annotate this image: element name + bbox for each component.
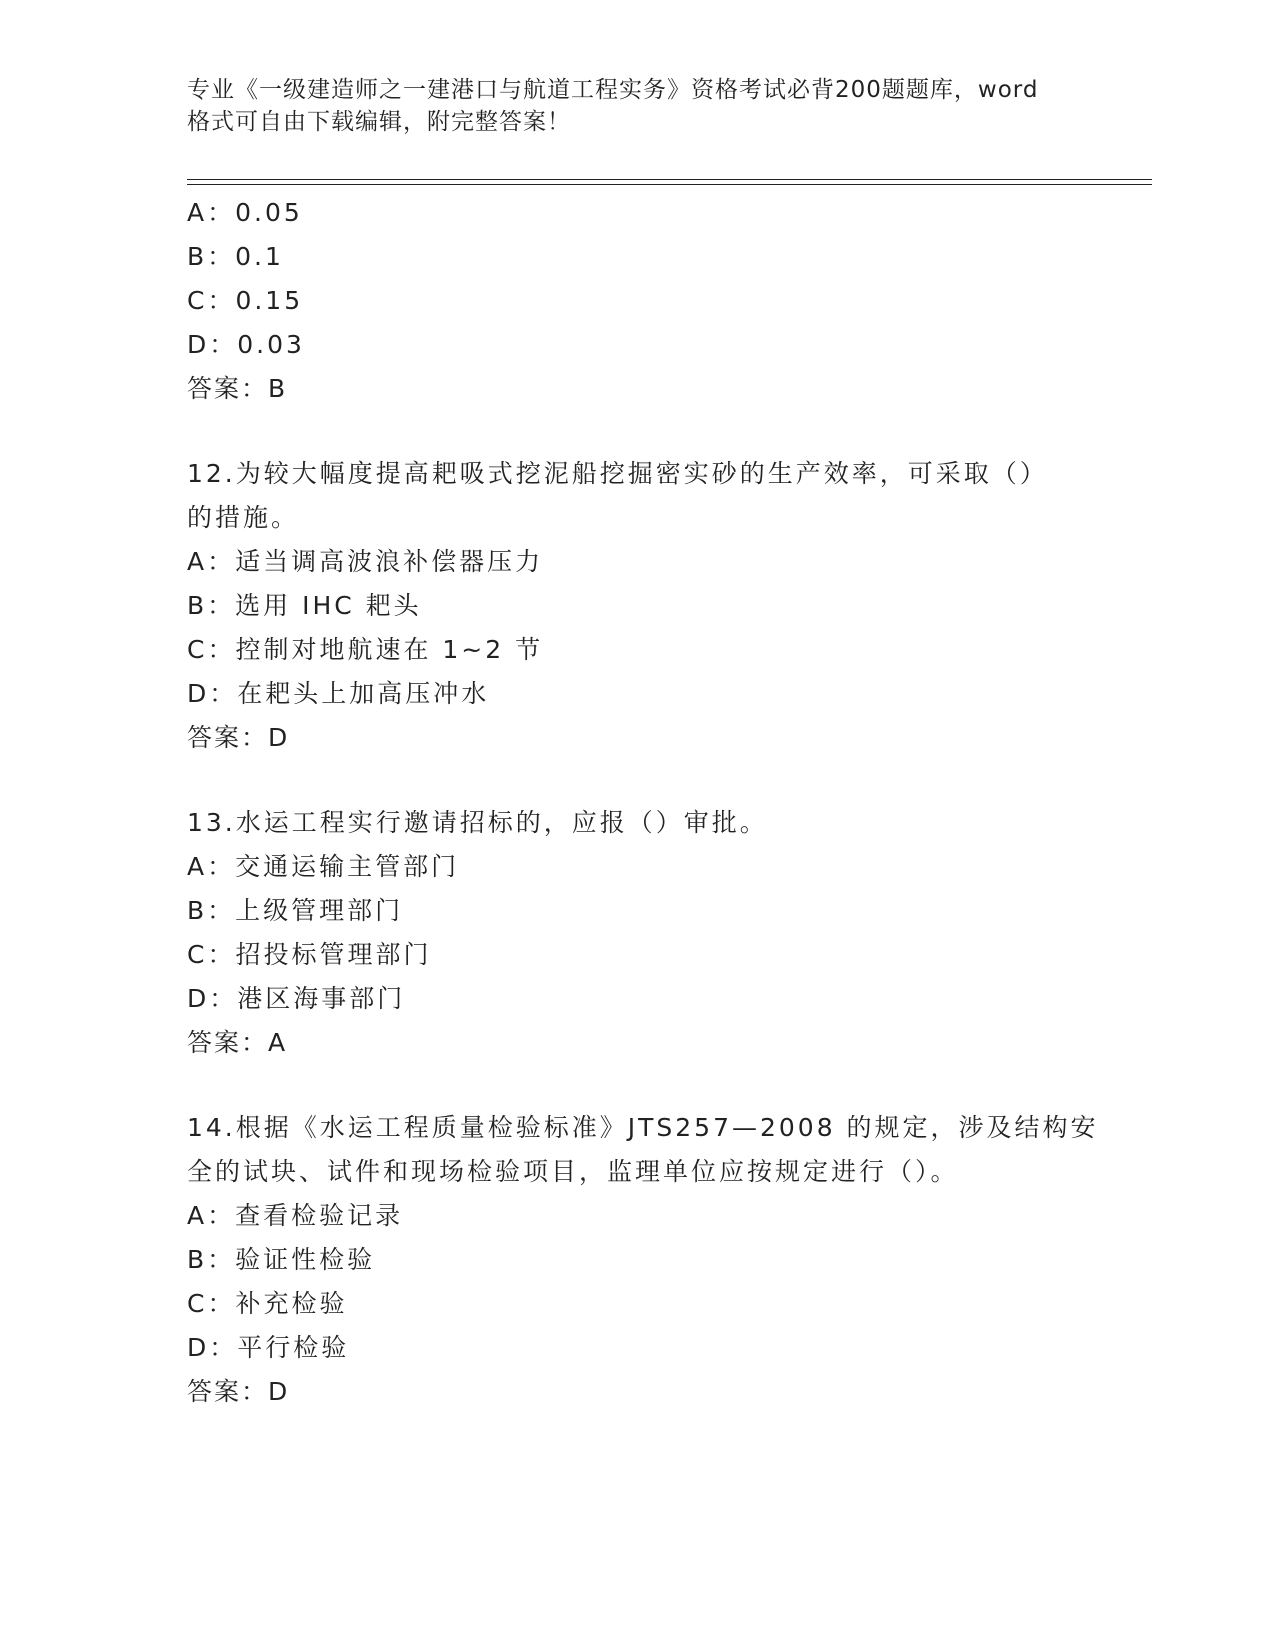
q13-option-c: C：招投标管理部门 xyxy=(187,940,432,969)
header-line-1: 专业《一级建造师之一建港口与航道工程实务》资格考试必背200题题库，word xyxy=(187,77,1039,103)
q14-option-d: D：平行检验 xyxy=(187,1333,350,1362)
q11-option-c: C：0.15 xyxy=(187,286,304,315)
q14-option-c: C：补充检验 xyxy=(187,1289,348,1318)
q13-option-b: B：上级管理部门 xyxy=(187,896,404,925)
q14-option-b: B：验证性检验 xyxy=(187,1245,376,1274)
q14-answer: 答案：D xyxy=(187,1377,290,1406)
q12-option-a: A：适当调高波浪补偿器压力 xyxy=(187,547,544,576)
q14-stem-line-1: 14.根据《水运工程质量检验标准》JTS257—2008 的规定，涉及结构安 xyxy=(187,1113,1099,1142)
q12-answer: 答案：D xyxy=(187,723,290,752)
q12-stem-line-1: 12.为较大幅度提高耙吸式挖泥船挖掘密实砂的生产效率，可采取（） xyxy=(187,459,1048,488)
q11-option-b: B：0.1 xyxy=(187,242,284,271)
q13-answer: 答案：A xyxy=(187,1028,288,1057)
header-divider-top xyxy=(187,179,1152,180)
q14-stem-line-2: 全的试块、试件和现场检验项目，监理单位应按规定进行（）。 xyxy=(187,1157,959,1186)
q12-stem-line-2: 的措施。 xyxy=(187,503,300,532)
q14-option-a: A：查看检验记录 xyxy=(187,1201,404,1230)
q13-option-a: A：交通运输主管部门 xyxy=(187,852,460,881)
q13-stem-line-1: 13.水运工程实行邀请招标的，应报（）审批。 xyxy=(187,808,768,837)
document-header xyxy=(187,74,1067,138)
q12-option-d: D：在耙头上加高压冲水 xyxy=(187,679,490,708)
header-divider-bottom xyxy=(187,184,1152,185)
q11-option-d: D：0.03 xyxy=(187,330,305,359)
q13-option-d: D：港区海事部门 xyxy=(187,984,406,1013)
q12-option-b: B：选用 IHC 耙头 xyxy=(187,591,422,620)
q11-answer: 答案：B xyxy=(187,374,288,403)
q11-option-a: A：0.05 xyxy=(187,198,303,227)
q12-option-c: C：控制对地航速在 1~2 节 xyxy=(187,635,544,664)
header-line-2: 格式可自由下载编辑，附完整答案！ xyxy=(187,109,571,135)
